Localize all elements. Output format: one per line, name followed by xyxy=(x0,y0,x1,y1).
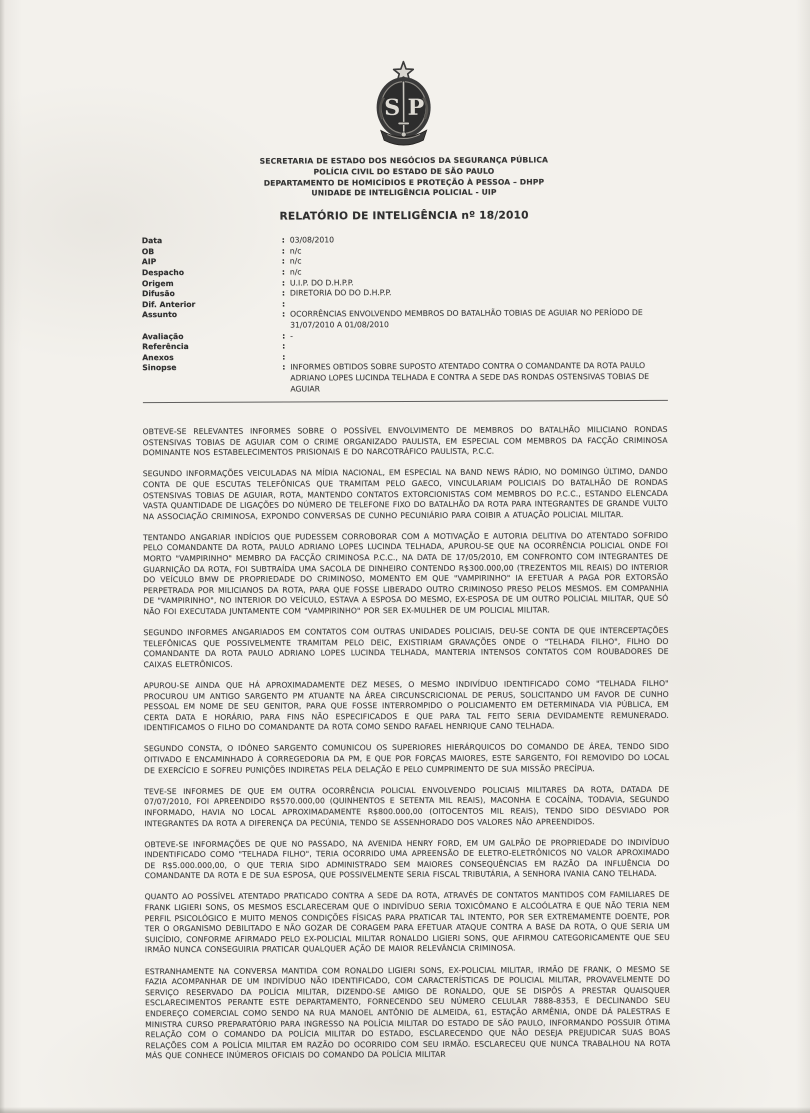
metadata-section xyxy=(142,234,668,403)
meta-label: Avaliação xyxy=(142,331,184,341)
report-title: RELATÓRIO DE INTELIGÊNCIA nº 18/2010 xyxy=(279,209,529,223)
report-paragraph-2: SEGUNDO INFORMAÇÕES VEICULADAS NA MÍDIA NACIONAL, EM ESPECIAL NA BAND NEWS RÁDIO, NO DOMINGO ÚLTIMO, DANDO CONTA DE QUE ESCUTAS TELEFÔNICAS QUE TRAMITAM PELO GAECO, VINCULARIAM POLICIAIS DO BATALHÃO DE RONDAS OSTENSIVAS TOBIAS DE AGUIAR, ROTA, MANTENDO CONTATOS EXTORCIONISTAS COM MEMBROS DO P.C.C., ESTANDO ELENCADA VASTA QUANTIDADE DE LIGAÇÕES DO NÚMERO DE TELEFONE FIXO DO BATALHÃO DA ROTA PARA INTEGRANTES DE GRANDE VULTO NA ASSOCIAÇÃO CRIMINOSA, EXPONDO CONVERSAS DE CUNHO PECUNIÁRIO PARA COIBIR A ATUAÇÃO POLICIAL MILITAR. xyxy=(142,467,668,521)
meta-label: AIP xyxy=(141,257,157,267)
meta-colon: : xyxy=(281,309,286,319)
org-line-policia-civil: POLÍCIA CIVIL DO ESTADO DE SÃO PAULO xyxy=(313,166,495,177)
meta-value: n/c xyxy=(289,267,302,277)
report-paragraph-6: SEGUNDO CONSTA, O IDÔNEO SARGENTO COMUNICOU OS SUPERIORES HIERÁRQUICOS DO COMANDO DE ÁREA, TENDO SIDO OITIVADO E ENCAMINHADO À CORREGEDORIA DA PM, E QUE POR FORÇAS MAIORES, ESTE SARGENTO, FOI REMOVIDO DO LOCAL DE EXERCÍCIO E SOFREU PUNIÇÕES INDIRETAS PELA DELAÇÃO E PELO CUMPRIMENTO DE SUA MISSÃO PRECÍPUA. xyxy=(143,742,669,775)
report-paragraph-1: OBTEVE-SE RELEVANTES INFORMES SOBRE O POSSÍVEL ENVOLVIMENTO DE MEMBROS DO BATALHÃO MILICIANO RONDAS OSTENSIVAS TOBIAS DE AGUIAR COM O CRIME ORGANIZADO PAULISTA, EM ESPECIAL COM MEMBROS DA FACÇÃO CRIMINOSA DOMINANTE NOS ESTABELECIMENTOS PRISIONAIS E DO NARCOTRÁFICO PAULISTA, P.C.C. xyxy=(142,424,668,458)
meta-label: Referência xyxy=(142,342,189,352)
org-line-departamento: DEPARTAMENTO DE HOMICÍDIOS E PROTEÇÃO À PESSOA – DHPP xyxy=(263,176,545,188)
report-paragraph-7: TEVE-SE INFORMES DE QUE EM OUTRA OCORRÊNCIA POLICIAL ENVOLVENDO POLICIAIS MILITARES DA ROTA, DATADA DE 07/07/2010, FOI APREENDIDO R$570.000,00 (QUINHENTOS E SETENTA MIL REAIS), MACONHA E COCAÍNA, TODAVIA, SEGUNDO INFORMADO, HAVIA NO LOCAL APROXIMADAMENTE R$800.000,00 (OITOCENTOS MIL REAIS), TENDO SIDO DESVIADO POR INTEGRANTES DA ROTA A DIFERENÇA DA PECÚNIA, TENDO SE ASSENHORADO DOS VALORES NÃO APREENDIDOS. xyxy=(144,784,670,828)
report-paragraph-9: QUANTO AO POSSÍVEL ATENTADO PRATICADO CONTRA A SEDE DA ROTA, ATRAVÉS DE CONTATOS MANTIDOS COM FAMILIARES DE FRANK LIGIERI SONS, OS MESMOS ESCLARECERAM QUE O INDIVÍDUO SERIA TOXICÔMANO E ALCOÓLATRA E QUE NÃO TERIA NEM PERFIL PSICOLÓGICO E MUITO MENOS CONDIÇÕES FÍSICAS PARA PRATICAR TAL INTENTO, POR SER EXTREMAMENTE DOENTE, POR TER O ORGANISMO DEBILITADO E NÃO GOZAR DE CORAGEM PARA EFETUAR ATAQUE CONTRA A BASE DA ROTA, O QUE SERIA UM SUICÍDIO, CONFORME AFIRMADO PELO EX-POLICIAL MILITAR RONALDO LIGIERI SONS, QUE AFIRMOU CATEGORICAMENTE QUE SEU IRMÃO NUNCA CONSEGUIRIA PRATICAR QUALQUER AÇÃO DE MAIOR RELEVÂNCIA CRIMINOSA. xyxy=(144,890,670,955)
meta-colon: : xyxy=(282,362,286,372)
meta-colon: : xyxy=(281,278,285,288)
meta-colon: : xyxy=(281,246,285,256)
meta-value: n/c xyxy=(289,246,302,256)
meta-value: - xyxy=(290,331,293,341)
policia-civil-sp-badge-icon xyxy=(362,60,444,150)
meta-colon: : xyxy=(281,299,286,309)
meta-label: Dif. Anterior xyxy=(141,299,196,309)
meta-colon: : xyxy=(282,341,286,351)
meta-row-sinopse xyxy=(142,361,667,395)
report-paragraph-3: TENTANDO ANGARIAR INDÍCIOS QUE PUDESSEM CORROBORAR COM A MOTIVAÇÃO E AUTORIA DELITIVA DO ATENTADO SOFRIDO PELO COMANDANTE DA ROTA, PAULO ADRIANO LOPES LUCINDA TELHADA, APUROU-SE QUE NA OCORRÊNCIA POLICIAL ONDE FOI MORTO "VAMPIRINHO" MEMBRO DA FACÇÃO CRIMINOSA P.C.C., NA DATA DE 17/05/2010, EM CONFRONTO COM INTEGRANTES DE GUARNIÇÃO DA ROTA, FOI SUBTRAÍDA UMA SACOLA DE DINHEIRO CONTENDO R$300.000,00 (TREZENTOS MIL REAIS) DO INTERIOR DO VEÍCULO BMW DE PROPRIEDADE DO CRIMINOSO, MOMENTO EM QUE "VAMPIRINHO" IA EFETUAR A PAGA POR EXTORSÃO PERPETRADA POR MILICIANOS DA ROTA, PARA QUE FOSSE LIBERADO OUTRO CRIMINOSO PRESO PELOS MESMOS. EM COMPANHIA DE "VAMPIRINHO", NO INTERIOR DO VEÍCULO, ESTAVA A ESPOSA DO MESMO, EX-ESPOSA DE UM OUTRO POLICIAL MILITAR, QUE SÓ NÃO FOI EXECUTADA JUNTAMENTE COM "VAMPIRINHO" POR SER EX-MULHER DE UM POLICIAL MILITAR. xyxy=(142,530,669,617)
meta-colon: : xyxy=(281,288,286,298)
scan-bottom-edge xyxy=(0,1107,810,1113)
meta-label: Difusão xyxy=(141,289,175,299)
meta-value: n/c xyxy=(289,256,302,266)
meta-label: Assunto xyxy=(142,310,178,320)
meta-label: OB xyxy=(141,246,155,256)
meta-value: OCORRÊNCIAS ENVOLVENDO MEMBROS DO BATALHÃO TOBIAS DE AGUIAR NO PERÍODO DE 31/07/2010 A 01/08/2010 xyxy=(289,308,643,330)
report-body xyxy=(143,425,671,1062)
meta-label: Despacho xyxy=(141,267,185,278)
org-line-unidade: UNIDADE DE INTELIGÊNCIA POLICIAL - UIP xyxy=(311,187,497,198)
meta-label: Sinopse xyxy=(142,363,177,373)
meta-row-assunto xyxy=(142,308,667,331)
meta-label: Origem xyxy=(141,278,174,288)
emblem-container xyxy=(0,58,809,154)
meta-colon: : xyxy=(282,331,286,341)
meta-value: INFORMES OBTIDOS SOBRE SUPOSTO ATENTADO CONTRA O COMANDANTE DA ROTA PAULO ADRIANO LOPES LUCINDA TELHADA E CONTRA A SEDE DAS RONDAS OSTENSIVAS TOBIAS DE AGUIAR xyxy=(290,361,650,393)
meta-label: Anexos xyxy=(142,352,174,362)
meta-value: U.I.P. DO D.H.P.P. xyxy=(289,277,354,288)
badge-letter-p: P xyxy=(407,94,425,121)
badge-letter-s: S xyxy=(384,94,401,121)
meta-colon: : xyxy=(281,235,285,245)
letterhead xyxy=(0,154,809,201)
report-paragraph-4: SEGUNDO INFORMES ANGARIADOS EM CONTATOS COM OUTRAS UNIDADES POLICIAIS, DEU-SE CONTA DE QUE INTERCEPTAÇÕES TELEFÔNICAS QUE POSSIVELMENTE TRAMITAM PELO DEIC, EXISTIRIAM GRAVAÇÕES ONDE O "TELHADA FILHO", FILHO DO COMANDANTE DA ROTA PAULO ADRIANO LOPES LUCINDA TELHADA, MANTERIA INTENSOS CONTATOS COM ROUBADORES DE CAIXAS ELETRÔNICOS. xyxy=(143,625,669,670)
meta-value: 03/08/2010 xyxy=(289,235,335,245)
meta-value: DIRETORIA DO DO D.H.P.P. xyxy=(289,288,392,298)
report-paragraph-8: OBTEVE-SE INFORMAÇÕES DE QUE NO PASSADO, NA AVENIDA HENRY FORD, EM UM GALPÃO DE PROPRIEDADE DO INDIVÍDUO INDENTIFICADO COMO "TELHADA FILHO", TERIA OCORRIDO UMA APREENSÃO DE ELETRO-ELETRÔNICOS NO VALOR APROXIMADO DE R$5.000.000,00, O QUE TERIA SIDO ADMINISTRADO SEM MAIORES CONSEQUÊNCIAS EM RAZÃO DA INFLUÊNCIA DO COMANDANTE DA ROTA E DE SUA ESPOSA, QUE POSSIVELMENTE SERIA FISCAL TRIBUTÁRIA, A SENHORA IVANIA CANO TELHADA. xyxy=(144,837,670,881)
meta-colon: : xyxy=(282,352,286,362)
report-paragraph-5: APUROU-SE AINDA QUE HÁ APROXIMADAMENTE DEZ MESES, O MESMO INDIVÍDUO IDENTIFICADO COMO "TELHADA FILHO" PROCUROU UM ANTIGO SARGENTO PM ATUANTE NA ÁREA CIRCUNSCRICIONAL DE PERUS, SOLICITANDO UM FAVOR DE CUNHO PESSOAL EM NOME DE SEU GENITOR, PARA QUE FOSSE INTERROMPIDO O POLICIAMENTO EM DETERMINADA VIA PÚBLICA, EM CERTA DATA E HORÁRIO, PARA FINS NÃO ESPECIFICADOS E QUE PARA TAL FEITO SERIA DEVIDAMENTE REMUNERADO. IDENTIFICAMOS O FILHO DO COMANDANTE DA ROTA COMO SENDO RAFAEL HENRIQUE CANO TELHADA. xyxy=(143,678,669,733)
header-divider xyxy=(142,400,667,403)
meta-label: Data xyxy=(141,236,163,246)
meta-colon: : xyxy=(281,267,285,277)
report-paragraph-10: ESTRANHAMENTE NA CONVERSA MANTIDA COM RONALDO LIGIERI SONS, EX-POLICIAL MILITAR, IRMÃO DE FRANK, O MESMO SE FAZIA ACOMPANHAR DE UM INDIVÍDUO NÃO IDENTIFICADO, COM CARACTERÍSTICAS DE POLICIAL MILITAR, PROVAVELMENTE DO SERVIÇO RESERVADO DA POLÍCIA MILITAR, DIZENDO-SE AMIGO DE RONALDO, QUE SE DISPÔS A PRESTAR QUAISQUER ESCLARECIMENTOS PERANTE ESTE DEPARTAMENTO, FORNECENDO SEU NÚMERO CELULAR 7888-8353, E DECLINANDO SEU ENDEREÇO COMERCIAL COMO SENDO NA RUA MANOEL ANTÔNIO DE ALMEIDA, 61, ESTAÇÃO ARMÊNIA, ONDE DÁ PALESTRAS E MINISTRA CURSO PREPARATÓRIO PARA INGRESSO NA POLÍCIA MILITAR DO ESTADO DE SÃO PAULO, INFORMANDO POSSUIR ÓTIMA RELAÇÃO COM O COMANDO DA POLÍCIA MILITAR DO ESTADO, ESCLARECENDO QUE NÃO DESEJA PREJUDICAR SUAS BOAS RELAÇÕES COM A POLÍCIA MILITAR EM RAZÃO DO OCORRIDO COM SEU IRMÃO. ESCLARECEU QUE NUNCA TRABALHOU NA ROTA MÁS QUE CONHECE INÚMEROS OFICIAIS DO COMANDO DA POLÍCIA MILITAR xyxy=(144,964,671,1061)
org-line-secretaria: SECRETARIA DE ESTADO DOS NEGÓCIOS DA SEGURANÇA PÚBLICA xyxy=(259,155,549,166)
meta-colon: : xyxy=(281,256,285,266)
